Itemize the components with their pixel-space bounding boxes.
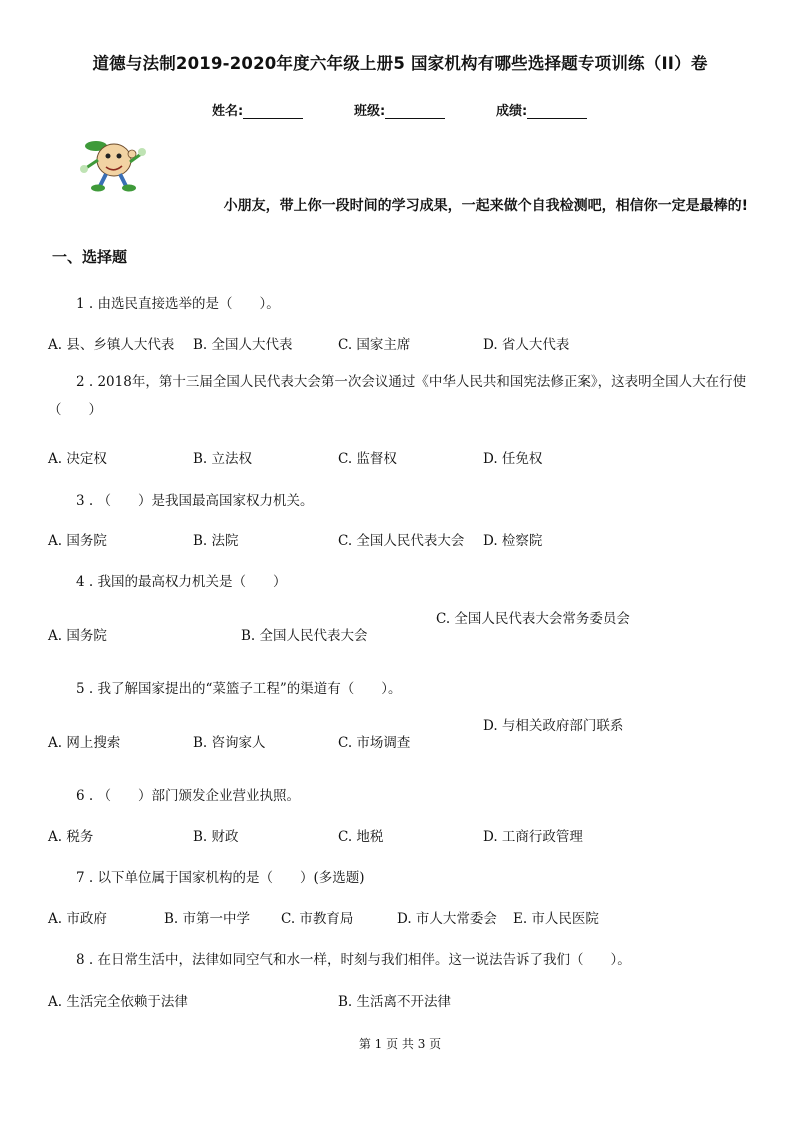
page-footer: 第 1 页 共 3 页 [358, 1037, 442, 1051]
q7-option-d: D. 市人大常委会 [397, 911, 497, 927]
question-3-stem: 3 . （ ）是我国最高国家权力机关。 [76, 493, 314, 509]
encouragement-text: 小朋友，带上你一段时间的学习成果，一起来做个自我检测吧，相信你一定是最棒的! [223, 198, 748, 214]
question-1-stem: 1 . 由选民直接选举的是（ ）。 [76, 296, 280, 312]
q5-option-a: A. 网上搜索 [48, 735, 121, 751]
class-field [354, 100, 445, 119]
q1-option-c: C. 国家主席 [338, 337, 411, 353]
name-label: 姓名: [212, 104, 244, 119]
question-5-stem: 5 . 我了解国家提出的“菜篮子工程”的渠道有（ ）。 [76, 681, 402, 697]
question-2-stem: 2 . 2018年，第十三届全国人民代表大会第一次会议通过《中华人民共和国宪法修正案》，这表明全国人大在行使（ ） [48, 374, 747, 418]
q5-option-b: B. 咨询家人 [193, 735, 266, 751]
document-title: 道德与法制2019-2020年度六年级上册5 国家机构有哪些选择题专项训练（II）卷 [92, 54, 708, 73]
score-label: 成绩: [496, 104, 528, 119]
name-blank [243, 104, 303, 119]
question-7-stem: 7 . 以下单位属于国家机构的是（ ）(多选题) [76, 870, 365, 886]
section-title: 一、选择题 [52, 248, 128, 266]
q1-option-a: A. 县、乡镇人大代表 [48, 337, 175, 353]
q5-option-d: D. 与相关政府部门联系 [483, 718, 624, 734]
q8-option-b: B. 生活离不开法律 [338, 994, 452, 1010]
q3-option-a: A. 国务院 [48, 533, 107, 549]
q7-option-e: E. 市人民医院 [513, 911, 599, 927]
q7-option-b: B. 市第一中学 [164, 911, 251, 927]
q8-option-a: A. 生活完全依赖于法律 [48, 994, 188, 1010]
class-label: 班级: [354, 104, 386, 119]
q2-option-a: A. 决定权 [48, 451, 107, 467]
q6-option-d: D. 工商行政管理 [483, 829, 583, 845]
q3-option-d: D. 检察院 [483, 533, 543, 549]
q6-option-c: C. 地税 [338, 829, 384, 845]
q4-option-b: B. 全国人民代表大会 [241, 628, 368, 644]
q4-option-a: A. 国务院 [48, 628, 107, 644]
question-8-stem: 8 . 在日常生活中，法律如同空气和水一样，时刻与我们相伴。这一说法告诉了我们（ ）。 [76, 952, 631, 968]
q2-option-d: D. 任免权 [483, 451, 543, 467]
q7-option-a: A. 市政府 [48, 911, 107, 927]
q6-option-a: A. 税务 [48, 829, 94, 845]
score-blank [527, 104, 587, 119]
q7-option-c: C. 市教育局 [281, 911, 354, 927]
q1-option-b: B. 全国人大代表 [193, 337, 293, 353]
q3-option-b: B. 法院 [193, 533, 239, 549]
name-field [212, 100, 303, 119]
q2-option-c: C. 监督权 [338, 451, 397, 467]
score-field [496, 100, 587, 119]
q4-option-c: C. 全国人民代表大会常务委员会 [436, 611, 630, 627]
q2-option-b: B. 立法权 [193, 451, 253, 467]
q1-option-d: D. 省人大代表 [483, 337, 570, 353]
q3-option-c: C. 全国人民代表大会 [338, 533, 465, 549]
question-4-stem: 4 . 我国的最高权力机关是（ ） [76, 574, 287, 590]
q6-option-b: B. 财政 [193, 829, 239, 845]
class-blank [385, 104, 445, 119]
cartoon-boy-mascot-icon [78, 136, 148, 194]
q5-option-c: C. 市场调查 [338, 735, 411, 751]
question-6-stem: 6 . （ ）部门颁发企业营业执照。 [76, 788, 300, 804]
